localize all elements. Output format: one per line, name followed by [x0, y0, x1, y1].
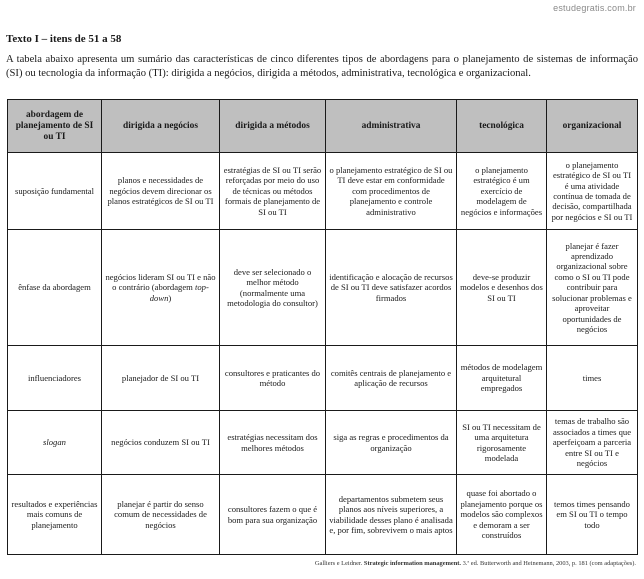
table-cell: negócios conduzem SI ou TI	[102, 411, 220, 475]
table-cell	[102, 230, 220, 346]
row-label-assumption: suposição fundamental	[8, 153, 102, 230]
table-cell: quase foi abortado o planejamento porque os modelos são complexos e demoram a ser construídos	[457, 475, 547, 555]
table-cell: planejar é partir do senso comum de necessidades de negócios	[102, 475, 220, 555]
table-cell: consultores fazem o que é bom para sua organização	[220, 475, 326, 555]
table-cell: identificação e alocação de recursos de SI ou TI deve satisfazer acordos firmados	[326, 230, 457, 346]
source-caption	[315, 560, 636, 567]
table-cell: temos times pensando em SI ou TI o tempo todo	[547, 475, 638, 555]
row-label-slogan: slogan	[8, 411, 102, 475]
page-title: Texto I – itens de 51 a 58	[6, 33, 122, 45]
caption-details: 3.ª ed. Butterworth and Heinemann, 2003, p. 181 (com adaptações).	[461, 560, 636, 567]
cell-text: negócios lideram SI ou TI e não o contrário (abordagem	[105, 271, 216, 293]
header-method-driven: dirigida a métodos	[220, 100, 326, 153]
cell-text-suffix: )	[168, 292, 172, 303]
approaches-table	[7, 99, 638, 555]
table-cell: deve-se produzir modelos e desenhos dos SI ou TI	[457, 230, 547, 346]
caption-book-title: Strategic information management.	[363, 560, 462, 567]
intro-paragraph: A tabela abaixo apresenta um sumário das características de cinco diferentes tipos de abordagens para o planejamento de sistemas de informação (SI) ou tecnologia da informação (TI): dirigida a negócios, dirigida a métodos, administrativa, tecnológica e organizacional.	[6, 54, 638, 79]
table-cell: o planejamento estratégico é um exercício de modelagem de negócios e informações	[457, 153, 547, 230]
italic-term: top-down	[149, 282, 209, 303]
row-label-results: resultados e experiências mais comuns de planejamento	[8, 475, 102, 555]
table-cell: o planejamento estratégico de SI ou TI é uma atividade contínua de tomada de decisão, compartilhada por negócios e SI ou TI	[547, 153, 638, 230]
table-header-row	[8, 100, 638, 153]
table-cell: siga as regras e procedimentos da organização	[326, 411, 457, 475]
table-cell: estratégias de SI ou TI serão reforçadas por meio do uso de técnicas ou métodos formais de planejamento de SI ou TI	[220, 153, 326, 230]
table-cell: o planejamento estratégico de SI ou TI deve estar em conformidade com procedimentos de planejamento e controle administrativo	[326, 153, 457, 230]
table-cell: temas de trabalho são associados a times que aperfeiçoam a parceria entre SI ou TI e negócios	[547, 411, 638, 475]
table-row	[8, 153, 638, 230]
header-technological: tecnológica	[457, 100, 547, 153]
table-row	[8, 230, 638, 346]
row-label-emphasis: ênfase da abordagem	[8, 230, 102, 346]
table-cell: métodos de modelagem arquitetural empregados	[457, 346, 547, 411]
table-cell: planejador de SI ou TI	[102, 346, 220, 411]
table-cell: deve ser selecionado o melhor método (normalmente uma metodologia do consultor)	[220, 230, 326, 346]
header-business-driven: dirigida a negócios	[102, 100, 220, 153]
table-cell: consultores e praticantes do método	[220, 346, 326, 411]
header-organizational: organizacional	[547, 100, 638, 153]
table-row	[8, 346, 638, 411]
row-label-influencers: influenciadores	[8, 346, 102, 411]
table-cell: SI ou TI necessitam de uma arquitetura rigorosamente modelada	[457, 411, 547, 475]
table-row	[8, 475, 638, 555]
table-row	[8, 411, 638, 475]
caption-authors: Galliers e Leidner.	[314, 560, 363, 567]
table-cell: comitês centrais de planejamento e aplicação de recursos	[326, 346, 457, 411]
table-cell: departamentos submetem seus planos aos níveis superiores, a viabilidade desses plano é analisada e, por fim, sobrevivem o mais aptos	[326, 475, 457, 555]
table-cell: estratégias necessitam dos melhores métodos	[220, 411, 326, 475]
watermark: estudegratis.com.br	[553, 3, 636, 13]
table-cell: planos e necessidades de negócios devem direcionar os planos estratégicos de SI ou TI	[102, 153, 220, 230]
table-cell: planejar é fazer aprendizado organizacional sobre como o SI ou TI pode contribuir para solucionar problemas e aproveitar oportunidades de negócios	[547, 230, 638, 346]
header-administrative: administrativa	[326, 100, 457, 153]
header-approach: abordagem de planejamento de SI ou TI	[8, 100, 102, 153]
table-cell: times	[547, 346, 638, 411]
